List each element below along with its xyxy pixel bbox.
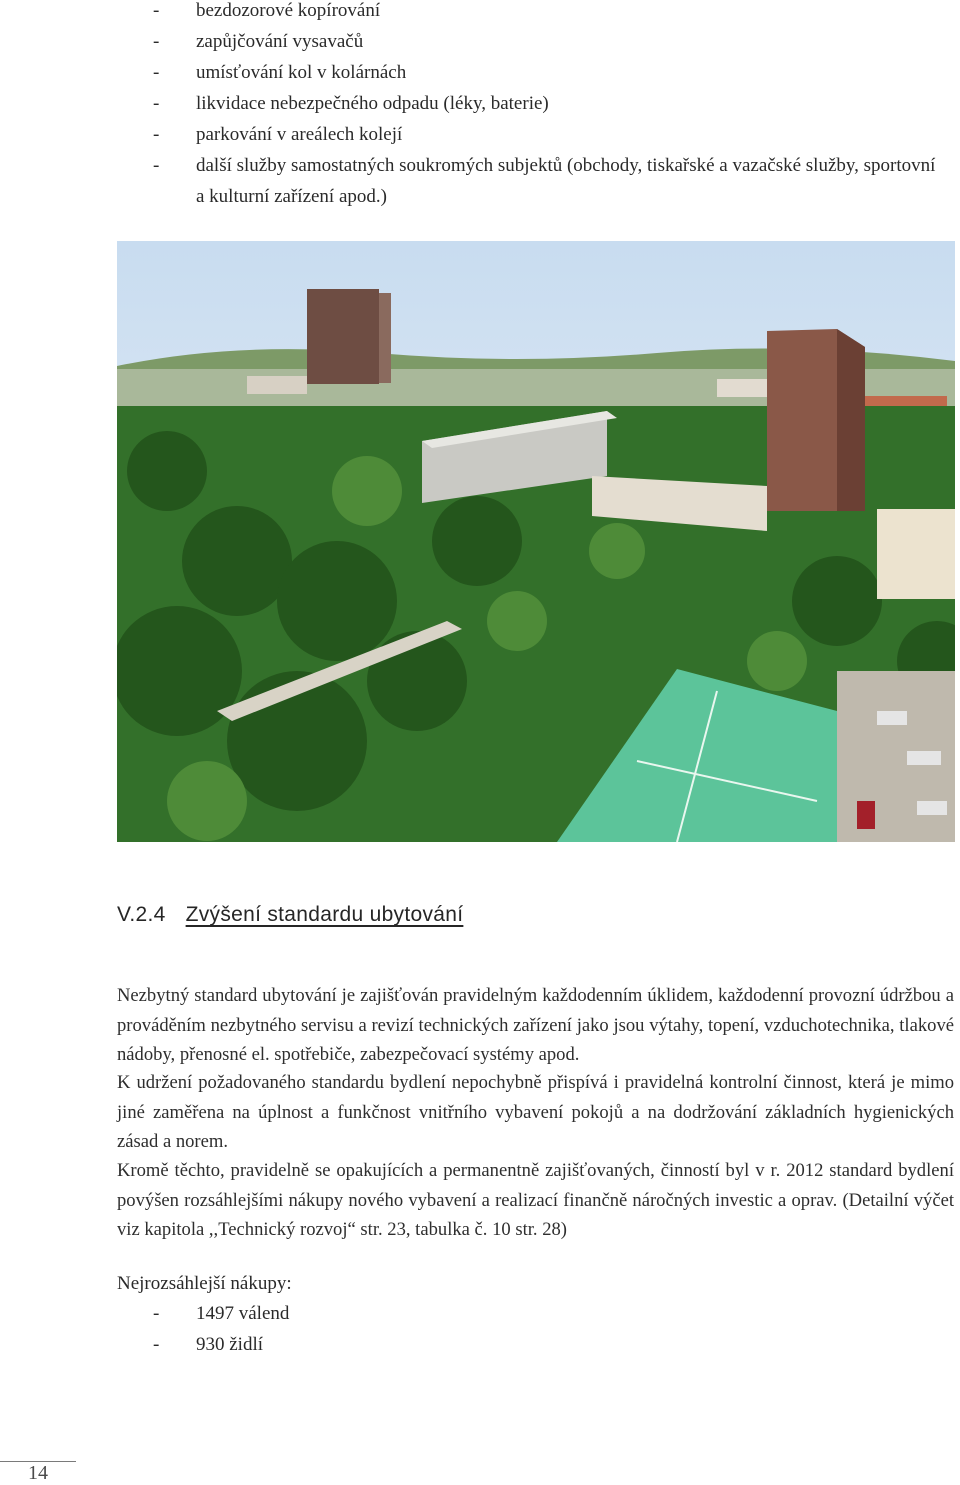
purchases-label: Nejrozsáhlejší nákupy: [117, 1273, 292, 1294]
paragraph: Kromě těchto, pravidelně se opakujících a permanentně zajišťovaných, činností byl v r. 2012 standard bydlení povýšen rozsáhlejšími nákupy nového vybavení a realizací finančně náročných investic a oprav. (Detailní výčet viz kapitola ,,Technický rozvoj“ str. 23, tabulka č. 10 str. 28) [117, 1160, 954, 1240]
list-item: - zapůjčování vysavačů [153, 31, 364, 52]
list-item: - likvidace nebezpečného odpadu (léky, baterie) [153, 93, 549, 114]
list-item: - další služby samostatných soukromých subjektů (obchody, tiskařské a vazačské služby, sportovní a kulturní zařízení apod.) [153, 155, 936, 207]
services-list [148, 0, 938, 212]
purchases-list [148, 1298, 289, 1360]
section-heading [117, 903, 463, 927]
campus-aerial-photo [117, 241, 955, 842]
list-item: - 930 židlí [153, 1334, 264, 1355]
section-number: V.2.4 [117, 903, 166, 926]
list-item: - 1497 válend [153, 1303, 290, 1324]
paragraph: K udržení požadovaného standardu bydlení nepochybně přispívá i pravidelná kontrolní činnost, která je mimo jiné zaměřena na úplnost a funkčnost vnitřního vybavení pokojů a na dodržování základních hygienických zásad a norem. [117, 1072, 954, 1152]
list-item: - umísťování kol v kolárnách [153, 62, 407, 83]
tower-left [307, 289, 379, 384]
list-item: - parkování v areálech kolejí [153, 124, 403, 145]
list-item: - bezdozorové kopírování [153, 0, 381, 21]
section-title: Zvýšení standardu ubytování [185, 903, 464, 926]
building-right [877, 509, 955, 599]
page-number: 14 [28, 1462, 48, 1484]
paragraph: Nezbytný standard ubytování je zajišťován pravidelným každodenním úklidem, každodenní provozní údržbou a prováděním nezbytného servisu a revizí technických zařízení jako jsou výtahy, topení, vzduchotechnika, tlakové nádoby, přenosné el. spotřebiče, zabezpečovací systémy apod. [117, 985, 954, 1065]
